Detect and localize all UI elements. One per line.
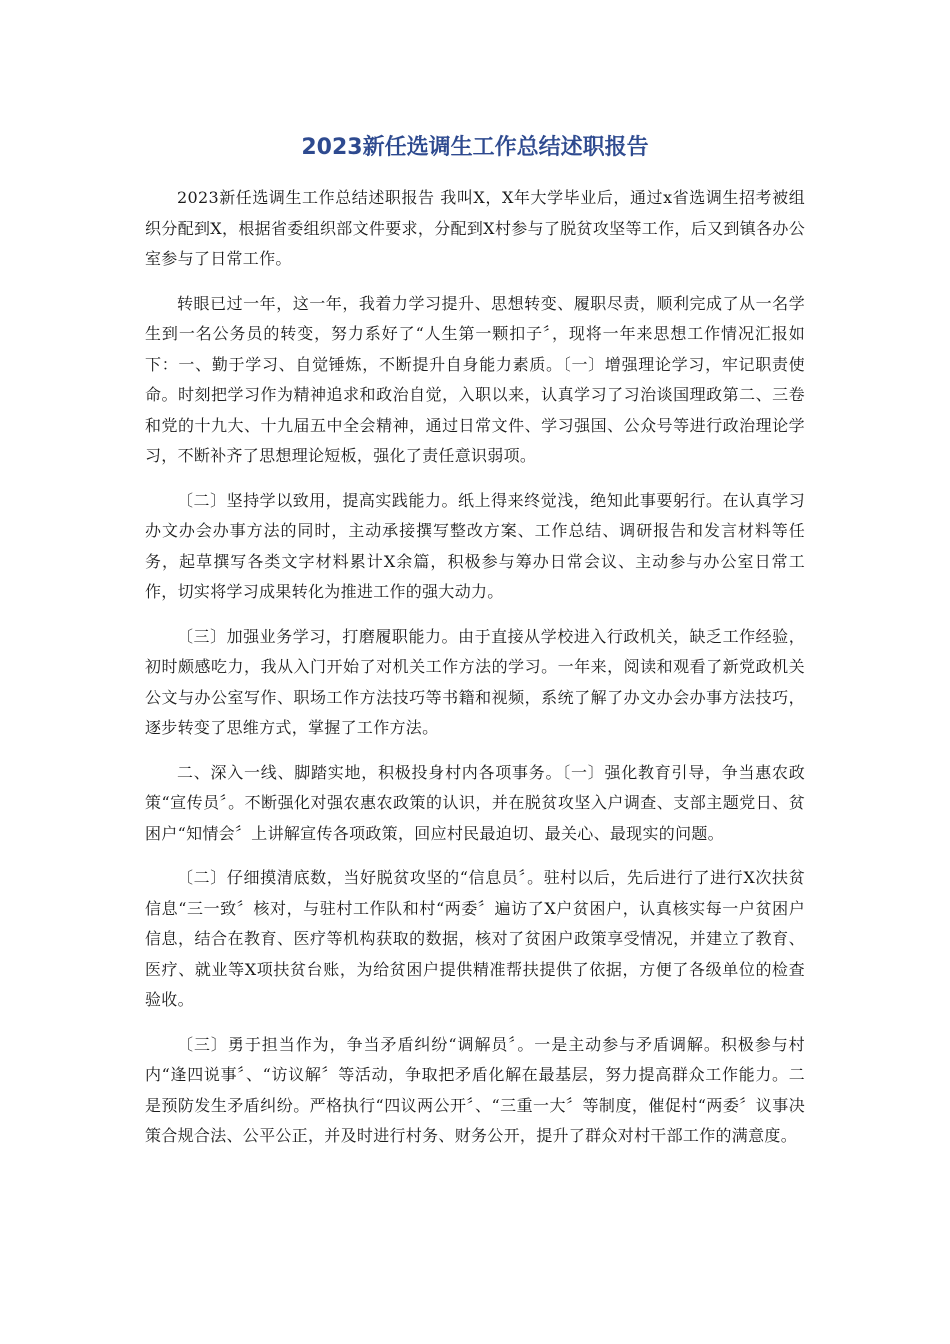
paragraph-4: 〔三〕加强业务学习，打磨履职能力。由于直接从学校进入行政机关，缺乏工作经验，初时颇感吃力，我从入门开始了对机关工作方法的学习。一年来，阅读和观看了新党政机关公文与办公室写作、职场工作方法技巧等书籍和视频，系统了解了办文办会办事方法技巧，逐步转变了思维方式，掌握了工作方法。 bbox=[145, 626, 805, 737]
paragraph-5: 二、深入一线、脚踏实地，积极投身村内各项事务。〔一〕强化教育引导，争当惠农政策“宣传员〞。不断强化对强农惠农政策的认识，并在脱贫攻坚入户调查、支部主题党日、贫困户“知情会〞上讲解宣传各项政策，回应村民最迫切、最关心、最现实的问题。 bbox=[145, 762, 805, 843]
paragraph-2: 转眼已过一年，这一年，我着力学习提升、思想转变、履职尽责，顺利完成了从一名学生到一名公务员的转变，努力系好了“人生第一颗扣子〞，现将一年来思想工作情况汇报如下：一、勤于学习、自觉锤炼，不断提升自身能力素质。〔一〕增强理论学习，牢记职责使命。时刻把学习作为精神追求和政治自觉，入职以来，认真学习了习治谈国理政第二、三卷和党的十九大、十九届五中全会精神，通过日常文件、学习强国、公众号等进行政治理论学习，不断补齐了思想理论短板，强化了责任意识弱项。 bbox=[145, 293, 805, 465]
paragraph-7: 〔三〕勇于担当作为，争当矛盾纠纷“调解员〞。一是主动参与矛盾调解。积极参与村内“逢四说事〞、“访议解〞等活动，争取把矛盾化解在最基层，努力提高群众工作能力。二是预防发生矛盾纠纷。严格执行“四议两公开〞、“三重一大〞等制度，催促村“两委〞议事决策合规合法、公平公正，并及时进行村务、财务公开，提升了群众对村干部工作的满意度。 bbox=[145, 1034, 805, 1145]
paragraph-1: 2023新任选调生工作总结述职报告 我叫X，X年大学毕业后，通过x省选调生招考被组织分配到X，根据省委组织部文件要求，分配到X村参与了脱贫攻坚等工作，后又到镇各办公室参与了日常工作。 bbox=[145, 188, 805, 268]
paragraph-6: 〔二〕仔细摸清底数，当好脱贫攻坚的“信息员〞。驻村以后，先后进行了进行X次扶贫信息“三一致〞核对，与驻村工作队和村“两委〞遍访了X户贫困户，认真核实每一户贫困户信息，结合在教育、医疗等机构获取的数据，核对了贫困户政策享受情况，并建立了教育、医疗、就业等X项扶贫台账，为给贫困户提供精准帮扶提供了依据，方便了各级单位的检查验收。 bbox=[145, 868, 805, 1009]
document-title: 2023新任选调生工作总结述职报告 bbox=[301, 135, 649, 160]
document-body bbox=[145, 183, 805, 1166]
paragraph-3: 〔二〕坚持学以致用，提高实践能力。纸上得来终觉浅，绝知此事要躬行。在认真学习办文办会办事方法的同时，主动承接撰写整改方案、工作总结、调研报告和发言材料等任务，起草撰写各类文字材料累计X余篇，积极参与筹办日常会议、主动参与办公室日常工作，切实将学习成果转化为推进工作的强大动力。 bbox=[145, 490, 805, 601]
